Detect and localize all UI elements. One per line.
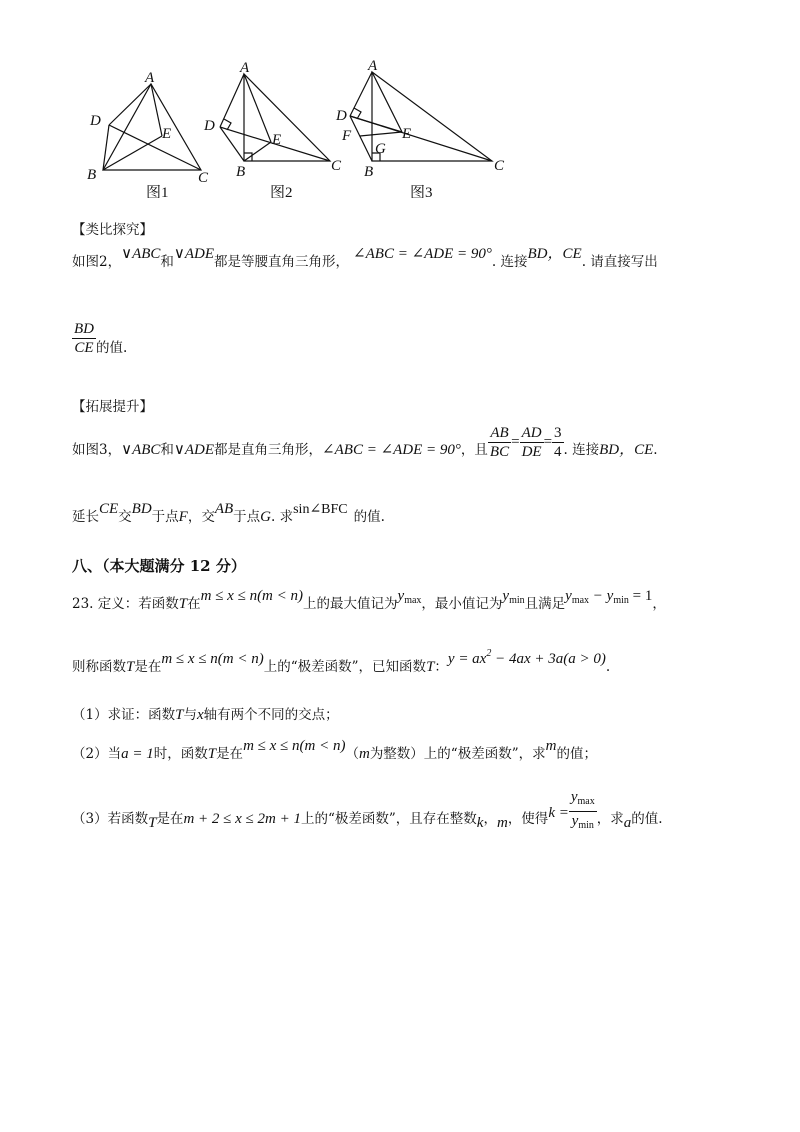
- angle-equation: ∠ABC = ∠ADE = 90°: [353, 246, 492, 262]
- ratio-ab-bc: $\frac{AB}{BC}$: [489, 425, 510, 460]
- extension-line-1: 如图3，∨ABC和∨ADE都是直角三角形，∠ABC = ∠ADE = 90°，且 $\frac{AB}{BC}$ = $\frac{AD}{DE}$ = $\frac{3}{4}$ . 连接BD，CE.: [72, 425, 658, 460]
- interval: m ≤ x ≤ n(m < n): [243, 738, 346, 754]
- label-G: G: [375, 141, 386, 157]
- q23-part-3: （3）若函数T是在m + 2 ≤ x ≤ 2m + 1上的“极差函数”，且存在整数k，m，使得k = $\frac{y_{max}}{y_{min}}$ ，求a的值.: [72, 788, 663, 835]
- label-F: F: [342, 128, 352, 144]
- figure-2: [200, 58, 350, 202]
- function-t: $y = ax^2 - 4ax + 3a(a > 0)$: [447, 648, 606, 667]
- label-A: A: [145, 70, 155, 86]
- interval: m ≤ x ≤ n(m < n): [200, 588, 304, 604]
- label-A: A: [368, 58, 378, 74]
- figure-3-diagram: [332, 58, 522, 198]
- label-A: A: [240, 60, 250, 76]
- triangle-abc: ∨ABC: [121, 442, 161, 458]
- ratio-ymax-ymin: $\frac{y_{max}}{y_{min}}$: [570, 789, 595, 831]
- triangle-ade: ∨ADE: [173, 246, 215, 262]
- figure-3-caption: 图3: [410, 185, 433, 198]
- label-D: D: [90, 113, 101, 129]
- triangle-ade: ∨ADE: [173, 442, 215, 458]
- segments: BD，CE: [599, 442, 654, 458]
- analogy-line-1: 如图2，∨ABC和∨ADE都是等腰直角三角形， ∠ABC = ∠ADE = 90°. 连接BD，CE. 请直接写出: [72, 246, 658, 270]
- figure-2-diagram: [200, 58, 350, 198]
- label-D: D: [204, 118, 215, 134]
- ratio-3-4: $\frac{3}{4}$: [554, 425, 562, 460]
- interval: m ≤ x ≤ n(m < n): [161, 651, 264, 667]
- figure-2-caption: 图2: [270, 185, 293, 198]
- q23-line-1: 23. 定义：若函数T在m ≤ x ≤ n(m < n)上的最大值记为$y_{max}$，最小值记为$y_{min}$且满足$y_{max} - y_{min} = 1$，: [72, 588, 666, 612]
- label-C: C: [494, 158, 505, 174]
- figure-1-diagram: [80, 58, 220, 198]
- ratio-bd-ce: $\frac{BD}{CE}$: [74, 321, 94, 356]
- label-E: E: [402, 126, 412, 142]
- q23-part-1: （1）求证：函数T与x轴有两个不同的交点；: [72, 707, 339, 723]
- label-B: B: [87, 167, 97, 183]
- figure-1: [80, 58, 220, 202]
- extension-line-2: 延长CE交BD于点F，交AB于点G. 求sin∠BFC 的值.: [72, 501, 385, 525]
- difference-equation: $y_{max} - y_{min} = 1$: [565, 588, 653, 606]
- extension-heading: 【拓展提升】: [72, 399, 153, 415]
- section-title: 八、（本大题满分 12 分）: [72, 557, 246, 575]
- analogy-heading: 【类比探究】: [72, 222, 153, 238]
- q23-line-2: 则称函数T是在m ≤ x ≤ n(m < n)上的“极差函数”，已知函数T：$y = ax^2 - 4ax + 3a(a > 0)$.: [72, 648, 611, 675]
- label-B: B: [236, 164, 246, 180]
- label-B: B: [364, 164, 374, 180]
- segments: BD，CE: [527, 246, 582, 262]
- sin-bfc: sin∠BFC: [293, 502, 348, 517]
- q23-part-2: （2）当a = 1时，函数T是在m ≤ x ≤ n(m < n)（m为整数）上的“极差函数”，求m的值；: [72, 738, 597, 762]
- figure-3: [332, 58, 522, 202]
- interval: m + 2 ≤ x ≤ 2m + 1: [183, 811, 301, 827]
- label-C: C: [198, 170, 209, 186]
- angle-equation: ∠ABC = ∠ADE = 90°: [322, 442, 461, 458]
- label-C: C: [331, 158, 342, 174]
- analogy-line-2: $\frac{BD}{CE}$ 的值.: [74, 321, 128, 356]
- label-D: D: [336, 108, 347, 124]
- label-E: E: [162, 126, 172, 142]
- ratio-ad-de: $\frac{AD}{DE}$: [521, 425, 542, 460]
- triangle-abc: ∨ABC: [121, 246, 161, 262]
- figure-1-caption: 图1: [146, 185, 169, 198]
- label-E: E: [272, 132, 282, 148]
